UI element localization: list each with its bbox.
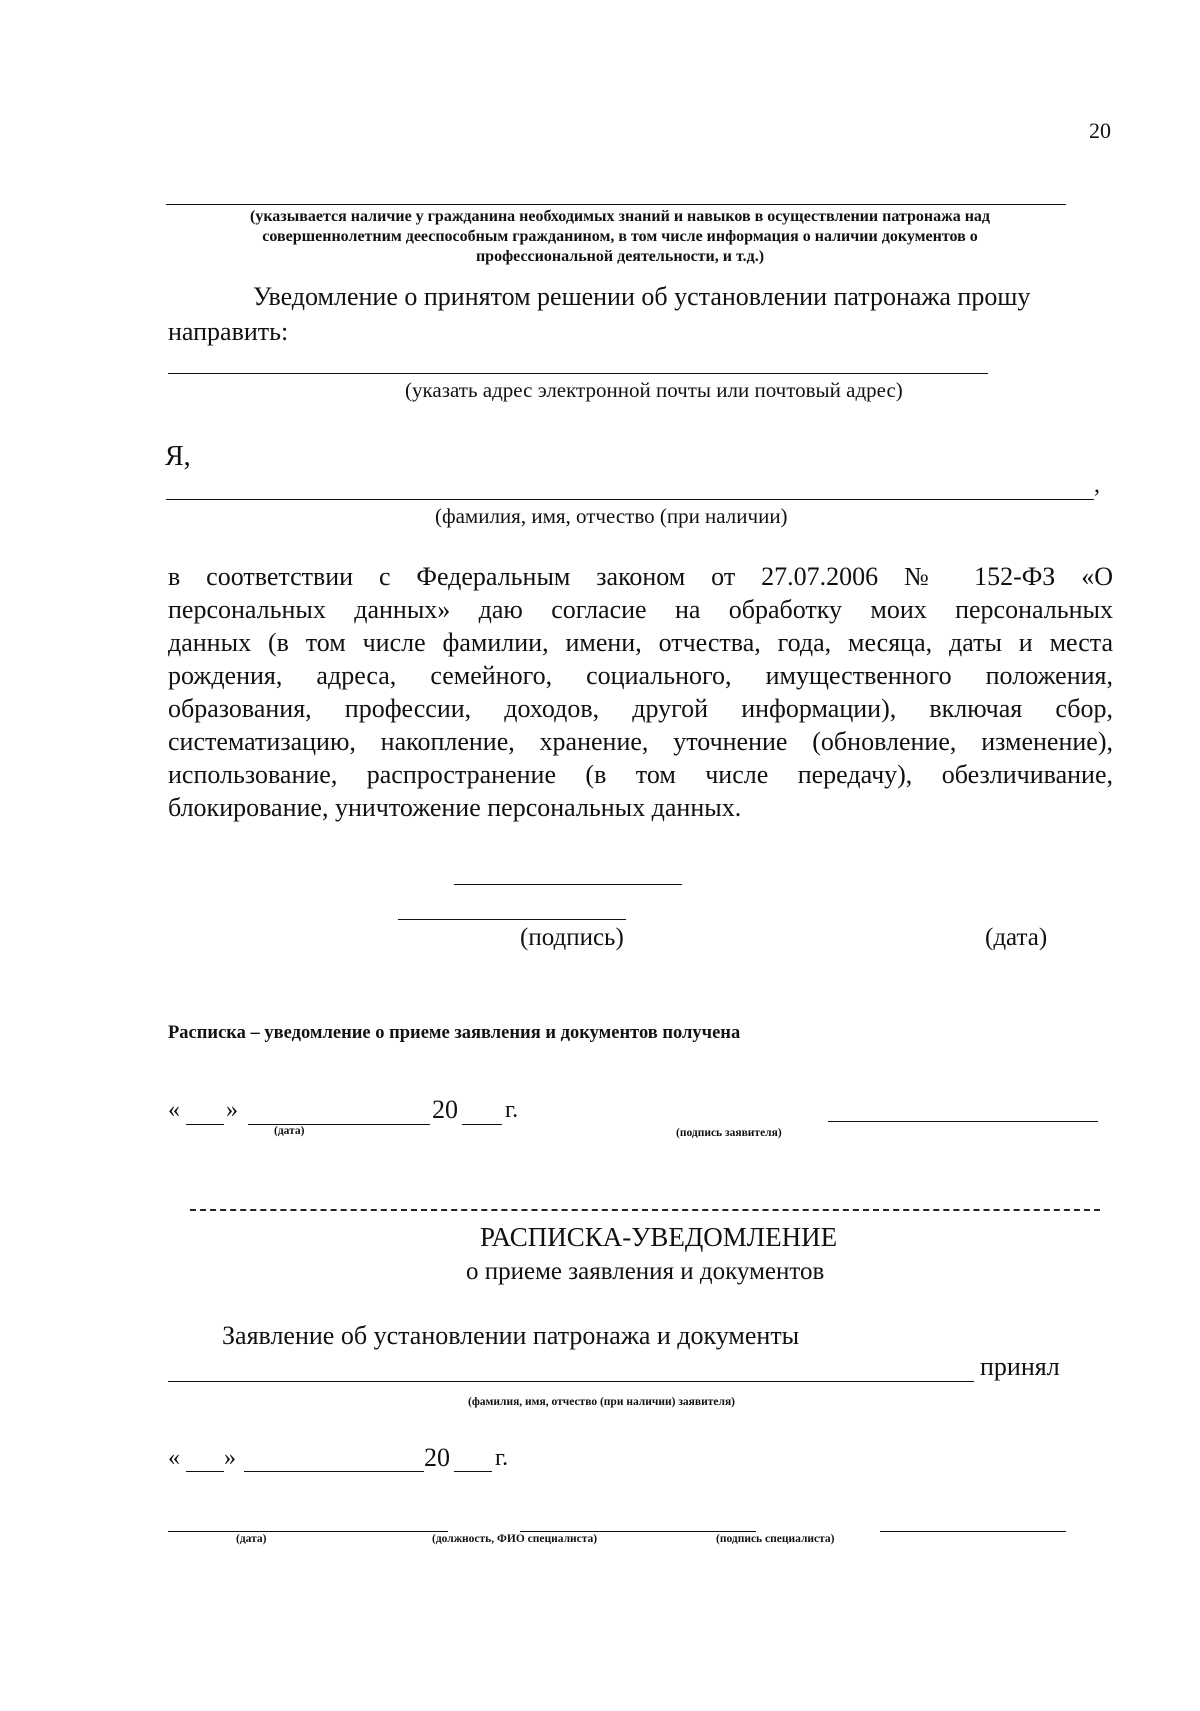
- fio-fill-line[interactable]: [166, 499, 1094, 500]
- receipt-date-caption: (дата): [236, 1533, 267, 1545]
- receipt-heading: РАСПИСКА-УВЕДОМЛЕНИЕ: [480, 1222, 838, 1252]
- receipt-date-line[interactable]: [168, 1531, 448, 1532]
- consent-line-8: блокирование, уничтожение персональных данных.: [168, 793, 742, 822]
- consent-line-3: данных (в том числе фамилии, имени, отчества, года, месяца, даты и места: [168, 628, 1113, 657]
- top-fill-line: [166, 204, 1066, 205]
- receipt-short-quote-close: »: [226, 1097, 238, 1123]
- receipt-accepted: принял: [980, 1352, 1060, 1381]
- receipt-short-day-line[interactable]: [186, 1124, 224, 1125]
- receipt-statement: Заявление об установлении патронажа и документы: [222, 1321, 800, 1350]
- receipt-short-year-line[interactable]: [462, 1124, 502, 1125]
- receipt-year-suffix: г.: [495, 1445, 509, 1471]
- receipt-day-line[interactable]: [186, 1471, 224, 1472]
- cut-line: [190, 1209, 1100, 1211]
- page-number: 20: [1089, 118, 1111, 143]
- receipt-year-line[interactable]: [454, 1471, 492, 1472]
- receipt-short-signature-line[interactable]: [828, 1121, 1098, 1122]
- top-note-line-2: совершеннолетним дееспособным гражданином, в том числе информация о наличии документов о: [262, 228, 978, 245]
- consent-line-2: персональных данных» даю согласие на обработку моих персональных: [168, 595, 1113, 624]
- receipt-month-line[interactable]: [244, 1471, 424, 1472]
- fio-comma: ,: [1094, 472, 1100, 498]
- consent-text: [168, 560, 1113, 824]
- receipt-subheading: о приеме заявления и документов: [466, 1258, 825, 1285]
- top-note: [140, 207, 1100, 267]
- receipt-specialist-signature-caption: (подпись специалиста): [716, 1533, 835, 1545]
- receipt-specialist-signature-line[interactable]: [880, 1531, 1066, 1532]
- receipt-position-line[interactable]: [520, 1531, 756, 1532]
- receipt-position-caption: (должность, ФИО специалиста): [432, 1533, 598, 1545]
- receipt-applicant-caption: (фамилия, имя, отчество (при наличии) заявителя): [468, 1396, 735, 1408]
- receipt-short-title: Расписка – уведомление о приеме заявления и документов получена: [168, 1023, 741, 1043]
- consent-line-5: образования, профессии, доходов, другой информации), включая сбор,: [168, 694, 1113, 723]
- receipt-short-date-caption: (дата): [274, 1125, 305, 1137]
- receipt-short-quote-open: «: [168, 1097, 180, 1123]
- notification-line-2: направить:: [168, 317, 289, 346]
- consent-line-4: рождения, адреса, семейного, социального, имущественного положения,: [168, 661, 1113, 690]
- receipt-applicant-line[interactable]: [168, 1381, 974, 1382]
- top-note-line-1: (указывается наличие у гражданина необходимых знаний и навыков в осуществлении патронажа над: [249, 208, 990, 225]
- consent-line-7: использование, распространение (в том числе передачу), обезличивание,: [168, 760, 1113, 789]
- address-fill-line[interactable]: [168, 373, 988, 374]
- consent-line-1: в соответствии с Федеральным законом от 27.07.2006 № 152-ФЗ «О: [168, 562, 1113, 591]
- receipt-short-year-suffix: г.: [505, 1097, 519, 1123]
- receipt-year-prefix: 20: [424, 1443, 450, 1472]
- notification-line-1: Уведомление о принятом решении об установлении патронажа прошу: [253, 282, 1031, 311]
- ya-label: Я,: [165, 441, 191, 472]
- fio-caption: (фамилия, имя, отчество (при наличии): [435, 504, 788, 528]
- receipt-short-year-prefix: 20: [432, 1095, 458, 1124]
- receipt-quote-open: «: [168, 1445, 180, 1471]
- receipt-short-signature-caption: (подпись заявителя): [676, 1127, 782, 1139]
- receipt-quote-close: »: [224, 1445, 236, 1471]
- date-fill-line[interactable]: [454, 884, 682, 885]
- consent-line-6: систематизацию, накопление, хранение, уточнение (обновление, изменение),: [168, 727, 1113, 756]
- address-caption: (указать адрес электронной почты или почтовый адрес): [405, 378, 903, 402]
- signature-caption: (подпись): [520, 924, 624, 951]
- top-note-line-3: профессиональной деятельности, и т.д.): [475, 248, 765, 265]
- date-caption: (дата): [985, 924, 1048, 951]
- signature-fill-line[interactable]: [398, 919, 626, 920]
